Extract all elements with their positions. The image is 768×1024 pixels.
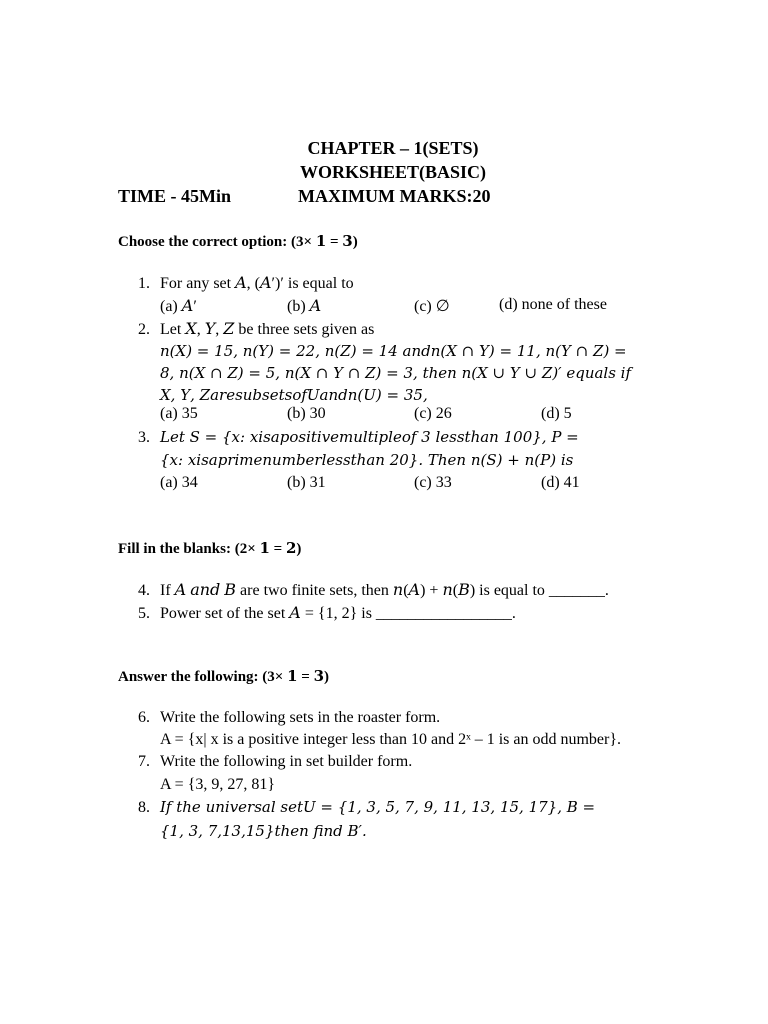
question-text-line: Let 𝑋, 𝑌, 𝑍 be three sets given as [160, 321, 375, 338]
question-2-line: 𝑛(𝑋) = 15, 𝑛(𝑌) = 22, 𝑛(𝑍) = 14 𝑎𝑛𝑑𝑛(𝑋 ∩ 𝑌) = 11, 𝑛(𝑌 ∩ 𝑍) = [160, 342, 627, 360]
option-d: (d) none of these [499, 296, 607, 313]
question-number: 2. [138, 321, 150, 338]
question-7-line: A = {3, 9, 27, 81} [160, 776, 276, 793]
question-text: For any set 𝐴, (𝐴′)′ is equal to [160, 275, 354, 292]
question-3-options [160, 474, 720, 494]
question-text: If 𝐴 𝑎𝑛𝑑 𝐵 are two finite sets, then 𝑛(𝐴) + 𝑛(𝐵) is equal to _______. [160, 582, 609, 599]
option-a: (a) 34 [160, 474, 198, 491]
option-b: (b) 𝐴 [287, 298, 322, 315]
question-2-line: 𝑋, 𝑌, 𝑍𝑎𝑟𝑒𝑠𝑢𝑏𝑠𝑒𝑡𝑠𝑜𝑓𝑈𝑎𝑛𝑑𝑛(𝑈) = 35, [160, 386, 428, 404]
option-c: (c) 26 [414, 405, 452, 422]
question-number: 3. [138, 429, 150, 446]
question-1 [138, 273, 354, 293]
question-number: 4. [138, 582, 150, 599]
question-2 [138, 319, 374, 339]
question-8-line: {1, 3, 7,13,15}then find 𝐵′. [160, 822, 367, 840]
chapter-title: CHAPTER – 1(SETS) [307, 138, 479, 158]
question-2-options [160, 405, 720, 425]
question-4 [138, 580, 609, 600]
question-8 [138, 798, 595, 817]
section-heading-answer: Answer the following: (3× 𝟏 = 𝟑) [118, 669, 330, 685]
question-text-line: Let 𝑆 = {𝑥: 𝑥𝑖𝑠𝑎𝑝𝑜𝑠𝑖𝑡𝑖𝑣𝑒𝑚𝑢𝑙𝑡𝑖𝑝𝑙𝑒𝑜𝑓 3 𝑙𝑒𝑠𝑠𝑡ℎ𝑎𝑛 100}, 𝑃 = [160, 428, 579, 446]
question-3 [138, 428, 579, 447]
section-heading-choose: Choose the correct option: (3× 𝟏 = 𝟑) [118, 234, 358, 250]
question-text-line: Write the following sets in the roaster form. [160, 709, 441, 726]
question-number: 8. [138, 799, 150, 816]
question-1-options [160, 296, 720, 316]
question-number: 1. [138, 275, 150, 292]
maximum-marks: MAXIMUM MARKS:20 [298, 186, 491, 206]
question-3-line: {𝑥: 𝑥𝑖𝑠𝑎𝑝𝑟𝑖𝑚𝑒𝑛𝑢𝑚𝑏𝑒𝑟𝑙𝑒𝑠𝑠𝑡ℎ𝑎𝑛 20}. Then 𝑛(𝑆) + 𝑛(𝑃) is [160, 451, 574, 469]
question-5 [138, 603, 516, 623]
option-c: (c) 33 [414, 474, 452, 491]
question-7 [138, 753, 412, 771]
option-d: (d) 5 [541, 405, 572, 422]
question-number: 5. [138, 605, 150, 622]
worksheet-title: WORKSHEET(BASIC) [299, 162, 487, 182]
section-heading-fill-blanks: Fill in the blanks: (2× 𝟏 = 𝟐) [118, 541, 302, 557]
question-6 [138, 709, 440, 727]
option-c: (c) ∅ [414, 298, 450, 315]
option-b: (b) 31 [287, 474, 326, 491]
question-2-line: 8, 𝑛(𝑋 ∩ 𝑍) = 5, 𝑛(𝑋 ∩ 𝑌 ∩ 𝑍) = 3, then 𝑛(𝑋 ∪ 𝑌 ∪ 𝑍)′ equals if [160, 364, 632, 382]
time-limit: TIME - 45Min [118, 186, 232, 206]
option-a: (a) 35 [160, 405, 198, 422]
question-text-line: If the universal set𝑈 = {1, 3, 5, 7, 9, 11, 13, 15, 17}, 𝐵 = [160, 798, 596, 816]
question-number: 7. [138, 753, 150, 770]
option-a: (a) 𝐴′ [160, 298, 197, 315]
question-text-line: Write the following in set builder form. [160, 753, 413, 770]
question-text: Power set of the set 𝐴 = {1, 2} is _________________. [160, 605, 516, 622]
question-number: 6. [138, 709, 150, 726]
question-6-line: A = {x| x is a positive integer less than 10 and 2ˣ – 1 is an odd number}. [160, 731, 622, 748]
option-b: (b) 30 [287, 405, 326, 422]
option-d: (d) 41 [541, 474, 580, 491]
